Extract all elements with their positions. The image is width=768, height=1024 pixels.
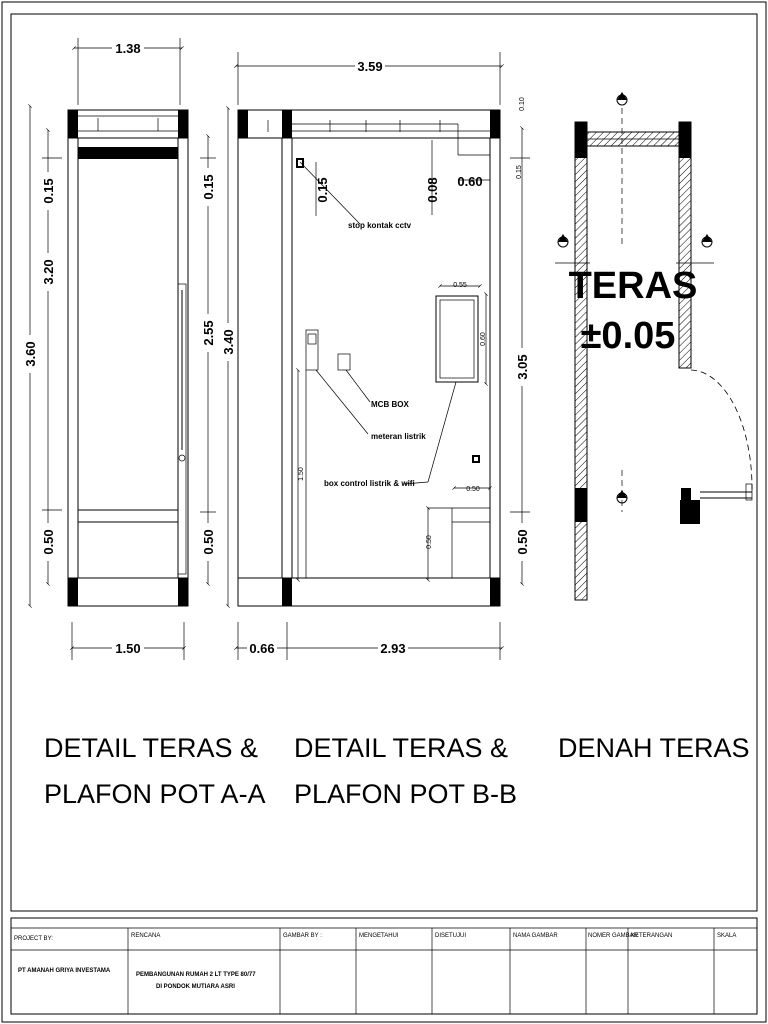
dim-bb-left-total: 3.40 — [221, 329, 236, 355]
dim-bb-meter-height: 1.50 — [298, 467, 305, 481]
dim-bb-top-small: 0.10 — [519, 97, 526, 111]
dim-aa-middle: 3.20 — [41, 259, 56, 285]
tb-header-disetujui: DISETUJUI — [435, 933, 467, 939]
tb-header-rencana: RENCANA — [131, 933, 161, 939]
dim-bb-top: 3.59 — [357, 59, 383, 74]
tb-header-keterangan: KETERANGAN — [631, 933, 673, 939]
dim-bb-cctv-offset: 0.08 — [425, 177, 440, 203]
tb-header-skala: SKALA — [717, 933, 737, 939]
title-aa-line1: DETAIL TERAS & — [44, 733, 259, 763]
plan-level: ±0.05 — [580, 315, 676, 357]
dim-bb-box-offset: 0.60 — [457, 174, 483, 189]
dim-bb-right-lower: 0.50 — [515, 529, 530, 555]
dim-bb-window-width: 0.55 — [453, 282, 467, 289]
dim-bb-right-total: 3.05 — [515, 354, 530, 380]
tb-header-nomer-gambar: NOMER GAMBAR — [588, 933, 639, 939]
dim-bb-socket-width: 0.50 — [466, 486, 480, 493]
title-bb-line1: DETAIL TERAS & — [294, 733, 509, 763]
label-box-control: box control listrik & wifi — [324, 479, 415, 488]
dim-bb-right-small: 0.15 — [516, 165, 523, 179]
tb-rencana-line2: DI PONDOK MUTIARA ASRI — [156, 984, 235, 990]
dim-bb-bottom-left: 0.66 — [249, 641, 275, 656]
dim-aa-right-upper: 0.15 — [201, 174, 216, 200]
label-meteran-listrik: meteran listrik — [371, 432, 426, 441]
dim-bb-window-height: 0.60 — [480, 332, 487, 346]
dim-bb-socket-height: 0.50 — [426, 535, 433, 549]
title-bb-line2: PLAFON POT B-B — [294, 779, 518, 809]
dim-aa-top: 1.38 — [115, 41, 141, 56]
label-mcb-box: MCB BOX — [371, 400, 409, 409]
tb-header-mengetahui: MENGETAHUI — [359, 933, 399, 939]
tb-project-by-value: PT AMANAH GRIYA INVESTAMA — [18, 968, 111, 974]
section-aa-drawing — [68, 110, 188, 606]
dim-aa-bottom: 1.50 — [115, 641, 141, 656]
dim-aa-total-height: 3.60 — [23, 341, 38, 367]
dim-bb-bottom-right: 2.93 — [380, 641, 406, 656]
dim-aa-upper: 0.15 — [41, 178, 56, 204]
tb-rencana-line1: PEMBANGUNAN RUMAH 2 LT TYPE 80/77 — [136, 972, 256, 978]
label-stop-kontak-cctv: stop kontak cctv — [348, 221, 412, 230]
tb-header-project-by: PROJECT BY: — [14, 936, 53, 942]
dim-bb-ceiling-offset: 0.15 — [315, 177, 330, 203]
tb-header-nama-gambar: NAMA GAMBAR — [513, 933, 558, 939]
dim-aa-right-lower: 0.50 — [201, 529, 216, 555]
title-denah-teras: DENAH TERAS — [558, 733, 750, 763]
dim-aa-right-middle: 2.55 — [201, 320, 216, 346]
plan-room-name: TERAS — [568, 265, 698, 307]
tb-header-gambar-by: GAMBAR BY : — [283, 933, 322, 939]
section-bb-dimension-lines — [236, 52, 530, 660]
dim-aa-lower: 0.50 — [41, 529, 56, 555]
title-aa-line2: PLAFON POT A-A — [44, 779, 266, 809]
